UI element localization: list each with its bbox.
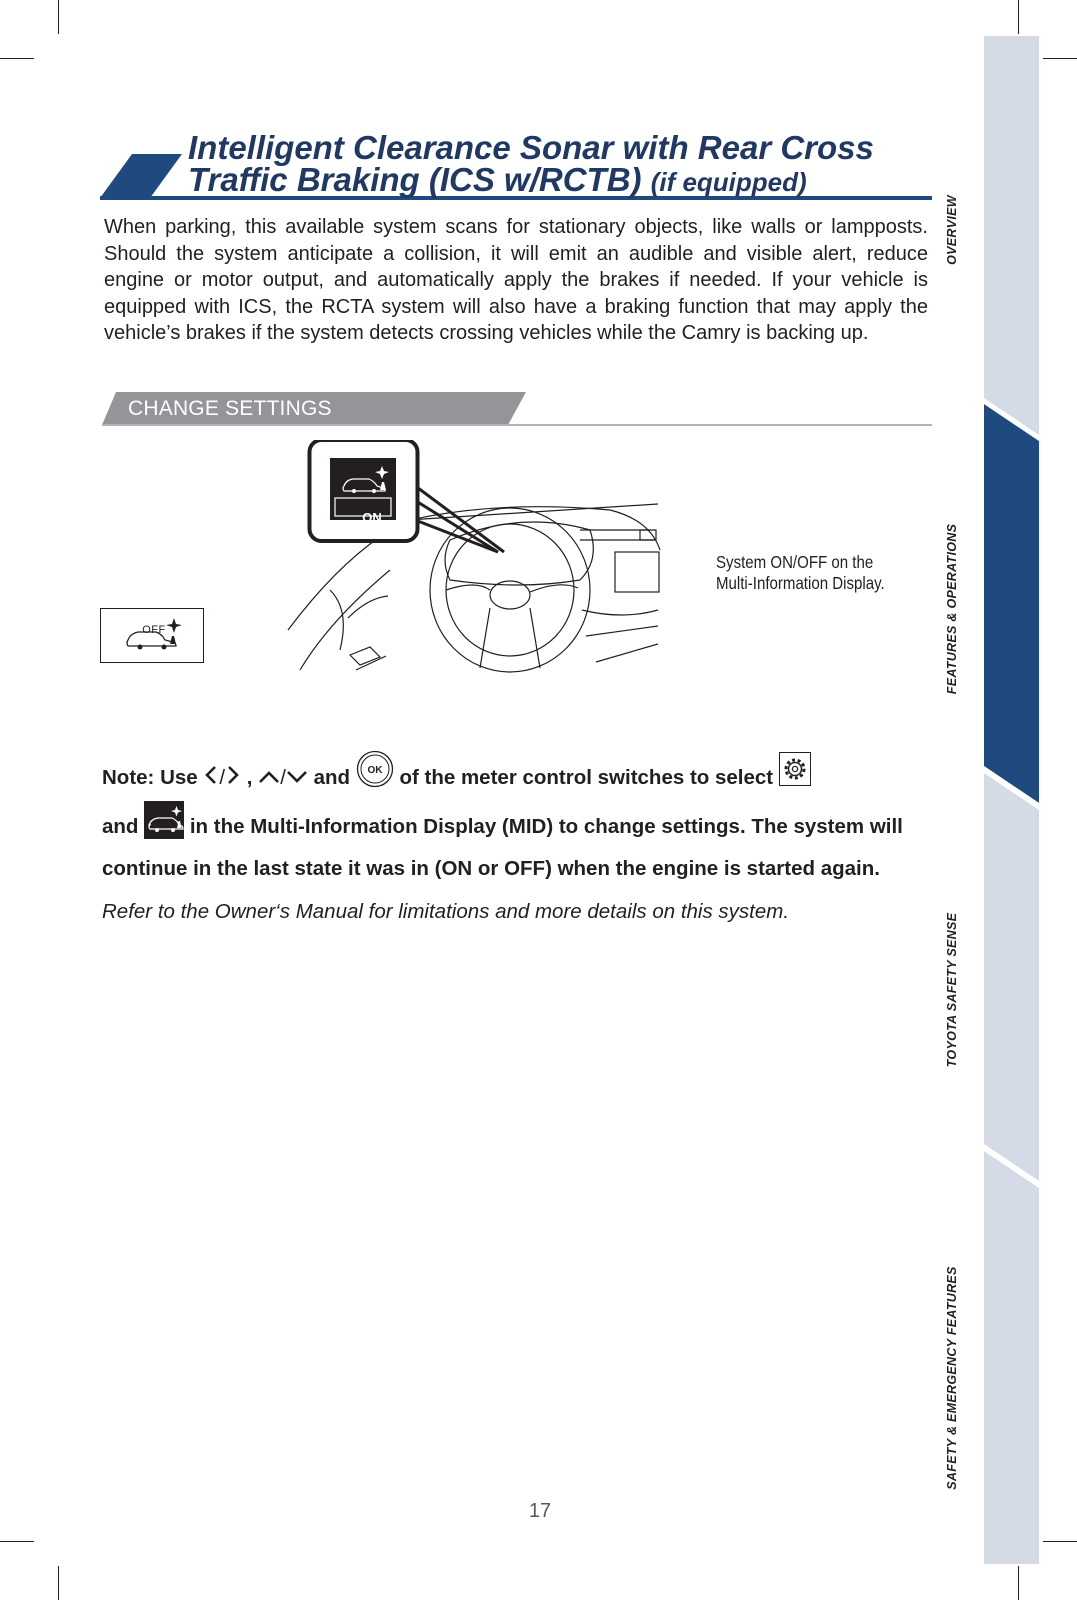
crop-mark bbox=[58, 1566, 59, 1600]
figure-caption bbox=[716, 552, 905, 594]
chevron-left-icon bbox=[203, 762, 219, 796]
note-slash-2: / bbox=[280, 765, 286, 789]
tab-overview-label: OVERVIEW bbox=[945, 195, 959, 265]
tab-features-operations[interactable] bbox=[945, 416, 1039, 796]
page-title-line-2 bbox=[188, 163, 807, 196]
section-title: CHANGE SETTINGS bbox=[128, 397, 332, 420]
off-icon-label: OFF bbox=[142, 624, 166, 636]
note-comma: , bbox=[246, 765, 253, 789]
side-tabs bbox=[945, 36, 1039, 1564]
page-title-main: Traffic Braking (ICS w/RCTB) bbox=[188, 161, 642, 198]
ics-setting-icon bbox=[144, 801, 184, 850]
tab-safety-emergency-features-label: SAFETY & EMERGENCY FEATURES bbox=[945, 1266, 959, 1490]
figure-caption-line-2: Multi-Information Display. bbox=[716, 573, 885, 593]
crop-mark bbox=[0, 58, 34, 59]
note-mid-text: of the meter control switches to select bbox=[399, 765, 774, 789]
page-title-suffix: (if equipped) bbox=[650, 167, 807, 197]
figure-caption-line-1: System ON/OFF on the bbox=[716, 552, 874, 572]
reference-note: Refer to the Owner‘s Manual for limitations and more details on this system. bbox=[102, 900, 790, 923]
intro-paragraph: When parking, this available system scans for stationary objects, like walls or lampposts. Should the system anticipate a collision, it will emit an audible and visible alert, reduce engine or motor output, and automatically apply the brakes if needed. If your vehicle is equipped with ICS, the RCTA system will also have a braking function that may apply the vehicle’s brakes if the system detects crossing vehicles while the Camry is backing up. bbox=[104, 216, 928, 345]
crop-mark bbox=[1018, 0, 1019, 34]
ok-button-icon bbox=[356, 750, 394, 799]
crop-mark bbox=[1018, 1566, 1019, 1600]
page-title-line-1: Intelligent Clearance Sonar with Rear Cross bbox=[188, 129, 874, 166]
crop-mark bbox=[1043, 58, 1077, 59]
ok-icon-text: OK bbox=[367, 765, 383, 776]
note-paragraph bbox=[102, 754, 932, 886]
crop-mark bbox=[0, 1541, 34, 1542]
tab-toyota-safety-sense[interactable] bbox=[945, 796, 1039, 1176]
tab-safety-emergency-features[interactable] bbox=[945, 1176, 1039, 1564]
crop-mark bbox=[58, 0, 59, 34]
note-and-1: and bbox=[313, 765, 351, 789]
page-number: 17 bbox=[528, 1500, 552, 1522]
chevron-up-icon bbox=[258, 762, 280, 796]
tab-toyota-safety-sense-label: TOYOTA SAFETY SENSE bbox=[945, 912, 959, 1068]
crop-mark bbox=[1043, 1541, 1077, 1542]
note-rest: in the Multi-Information Display (MID) to change settings. The system will continue in the last state it was in (ON or OFF) when the engine is started again. bbox=[102, 814, 903, 880]
change-settings-header bbox=[102, 392, 932, 428]
chevron-down-icon bbox=[286, 762, 308, 796]
on-icon-label: ON bbox=[362, 510, 382, 525]
note-lead: Note: Use bbox=[102, 765, 198, 789]
figure-dashboard bbox=[100, 440, 932, 690]
note-and-2: and bbox=[102, 814, 139, 838]
title-block bbox=[100, 128, 932, 202]
tab-overview[interactable] bbox=[945, 36, 1039, 416]
chevron-right-icon bbox=[225, 762, 241, 796]
note-slash-1: / bbox=[219, 765, 226, 789]
settings-gear-icon bbox=[779, 752, 811, 797]
tab-features-operations-label: FEATURES & OPERATIONS bbox=[945, 523, 959, 695]
